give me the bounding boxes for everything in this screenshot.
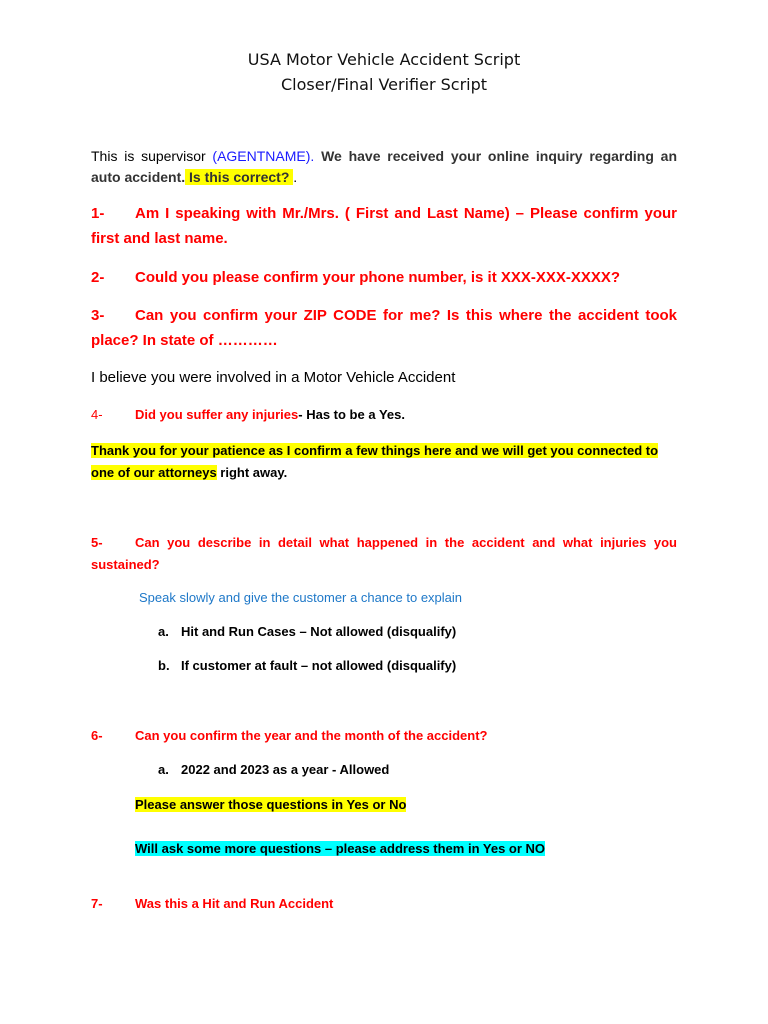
speak-slowly-note: Speak slowly and give the customer a chance to explain [139,590,463,605]
document-subtitle: Closer/Final Verifier Script [280,75,488,94]
more-questions-note-text: Will ask some more questions – please address them in Yes or NO [135,841,546,856]
more-questions-note [135,841,545,856]
intro-confirm-highlight: Is this correct? [185,169,294,185]
q5-item-a-text: Hit and Run Cases – Not allowed (disqualify) [181,624,457,639]
question-7-number: 7- [91,896,103,911]
question-7-text: Was this a Hit and Run Accident [135,896,334,911]
question-1-text: Am I speaking with Mr./Mrs. ( First and Last Name) – Please confirm your first and last name. [91,205,677,247]
question-2 [91,265,677,290]
intro-suffix: . [293,169,298,185]
question-4 [135,407,405,422]
intro-prefix: This is supervisor [91,148,213,164]
q6-item-a-letter: a. [158,762,169,777]
question-4-text: Did you suffer any injuries [135,407,299,422]
agent-name-placeholder: (AGENTNAME). [212,148,315,164]
question-4-number: 4- [91,407,103,422]
intro-paragraph [91,146,677,188]
involved-statement: I believe you were involved in a Motor Vehicle Accident [91,369,456,386]
document-title: USA Motor Vehicle Accident Script [247,50,521,69]
q6-item-a [158,762,389,777]
question-3-text: Can you confirm your ZIP CODE for me? Is this where the accident took place? In state of ………… [91,307,677,349]
yes-no-note [135,797,406,812]
q5-item-b-text: If customer at fault – not allowed (disqualify) [181,658,457,673]
thank-you-rest: right away. [216,465,288,480]
intro-middle: We have received your online inquiry regarding an auto accident. [91,148,677,185]
q6-item-a-text: 2022 and 2023 as a year - Allowed [181,762,390,777]
question-2-number: 2- [91,269,105,286]
question-5-text: Can you describe in detail what happened in the accident and what injuries you sustained? [91,535,677,572]
q5-item-b-letter: b. [158,658,170,673]
question-2-text: Could you please confirm your phone number, is it XXX-XXX-XXXX? [135,269,621,286]
q5-item-a [158,624,456,639]
q5-item-b [158,658,456,673]
question-6-text: Can you confirm the year and the month of the accident? [135,728,488,743]
question-3-number: 3- [91,307,105,324]
question-1 [91,201,677,251]
question-1-number: 1- [91,205,105,222]
thank-you-paragraph [91,440,677,484]
question-5-number: 5- [91,535,103,550]
question-3 [91,303,677,353]
question-4-note: - Has to be a Yes. [298,407,405,422]
q5-item-a-letter: a. [158,624,169,639]
yes-no-note-text: Please answer those questions in Yes or No [135,797,407,812]
thank-you-highlight: Thank you for your patience as I confirm a few things here and we will get you connected to one of our attorneys [91,443,659,480]
question-5 [91,532,677,576]
question-6-number: 6- [91,728,103,743]
